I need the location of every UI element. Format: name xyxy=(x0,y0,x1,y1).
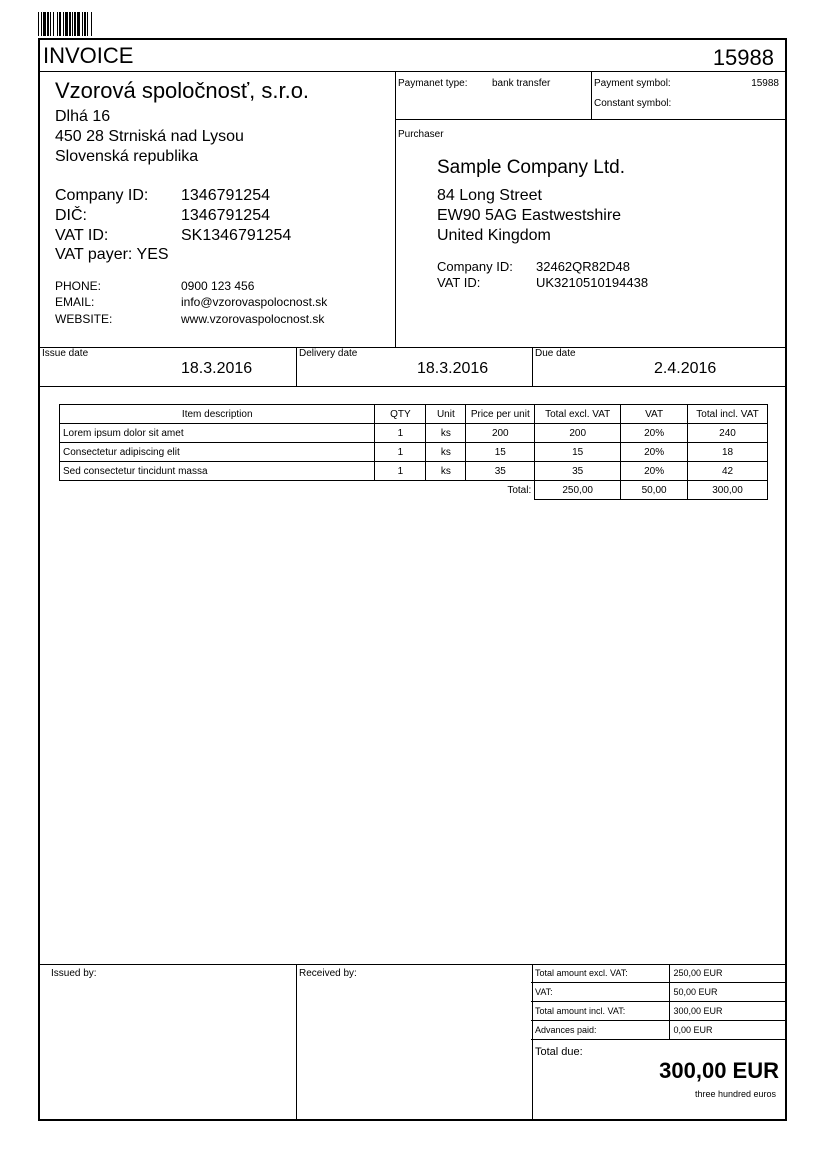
supplier-phone-label: PHONE: xyxy=(55,279,102,293)
item-price: 35 xyxy=(466,462,535,481)
item-unit: ks xyxy=(426,424,466,443)
supplier-street: Dlhá 16 xyxy=(55,108,111,125)
items-total-incl: 300,00 xyxy=(688,481,768,500)
payment-type: bank transfer xyxy=(492,78,551,89)
purchaser-company-id: 32462QR82D48 xyxy=(536,259,630,274)
item-qty: 1 xyxy=(375,462,426,481)
supplier-phone: 0900 123 456 xyxy=(181,279,255,293)
item-qty: 1 xyxy=(375,443,426,462)
payment-type-label: Paymanet type: xyxy=(398,78,468,89)
summary-table xyxy=(531,964,787,1040)
summary-value: 250,00 EUR xyxy=(669,964,787,983)
purchaser-company-id-label: Company ID: xyxy=(437,259,513,274)
payment-symbol: 15988 xyxy=(751,78,779,89)
summary-label: Total amount excl. VAT: xyxy=(531,964,669,983)
supplier-company-id: 1346791254 xyxy=(181,187,270,204)
item-vat: 20% xyxy=(621,462,688,481)
total-due-label: Total due: xyxy=(535,1046,583,1058)
purchaser-city: EW90 5AG Eastwestshire xyxy=(437,207,622,224)
supplier-country: Slovenská republika xyxy=(55,148,199,165)
item-unit: ks xyxy=(426,462,466,481)
col-header-qty: QTY xyxy=(375,405,426,424)
item-total-excl: 15 xyxy=(535,443,621,462)
invoice-title: INVOICE xyxy=(43,43,134,68)
supplier-vat-id: SK1346791254 xyxy=(181,227,292,244)
item-qty: 1 xyxy=(375,424,426,443)
item-total-excl: 35 xyxy=(535,462,621,481)
total-due-amount: 300,00 EUR xyxy=(659,1058,779,1083)
summary-label: VAT: xyxy=(531,983,669,1002)
table-row xyxy=(60,462,768,481)
summary-value: 50,00 EUR xyxy=(669,983,787,1002)
item-description: Lorem ipsum dolor sit amet xyxy=(60,424,375,443)
item-description: Sed consectetur tincidunt massa xyxy=(60,462,375,481)
due-date-label: Due date xyxy=(535,348,576,359)
col-header-total-excl: Total excl. VAT xyxy=(535,405,621,424)
supplier-website-label: WEBSITE: xyxy=(55,312,113,326)
item-total-incl: 18 xyxy=(688,443,768,462)
col-header-price: Price per unit xyxy=(466,405,535,424)
purchaser-street: 84 Long Street xyxy=(437,187,542,204)
summary-label: Advances paid: xyxy=(531,1021,669,1040)
items-header-row xyxy=(60,405,768,424)
constant-symbol-label: Constant symbol: xyxy=(594,98,672,109)
table-row xyxy=(60,443,768,462)
supplier-email: info@vzorovaspolocnost.sk xyxy=(181,295,328,309)
total-due-words: three hundred euros xyxy=(694,1089,776,1099)
item-vat: 20% xyxy=(621,443,688,462)
item-vat: 20% xyxy=(621,424,688,443)
supplier-name: Vzorová spoločnosť, s.r.o. xyxy=(55,78,310,103)
item-price: 200 xyxy=(466,424,535,443)
summary-row xyxy=(531,1002,787,1021)
supplier-dic-label: DIČ: xyxy=(55,207,87,224)
supplier-vat-id-label: VAT ID: xyxy=(55,227,109,244)
delivery-date-label: Delivery date xyxy=(299,348,358,359)
purchaser-name: Sample Company Ltd. xyxy=(437,157,625,178)
col-header-unit: Unit xyxy=(426,405,466,424)
supplier-email-label: EMAIL: xyxy=(55,295,95,309)
purchaser-vat-id: UK3210510194438 xyxy=(536,275,649,290)
delivery-date: 18.3.2016 xyxy=(417,360,489,377)
invoice-number: 15988 xyxy=(712,45,774,70)
col-header-description: Item description xyxy=(60,405,375,424)
items-table xyxy=(59,404,768,500)
summary-row xyxy=(531,964,787,983)
summary-row xyxy=(531,983,787,1002)
payment-symbol-label: Payment symbol: xyxy=(594,78,671,89)
col-header-total-incl: Total incl. VAT xyxy=(688,405,768,424)
summary-label: Total amount incl. VAT: xyxy=(531,1002,669,1021)
table-row xyxy=(60,424,768,443)
summary-row xyxy=(531,1021,787,1040)
item-unit: ks xyxy=(426,443,466,462)
summary-value: 300,00 EUR xyxy=(669,1002,787,1021)
col-header-vat: VAT xyxy=(621,405,688,424)
summary-value: 0,00 EUR xyxy=(669,1021,787,1040)
item-description: Consectetur adipiscing elit xyxy=(60,443,375,462)
issue-date-label: Issue date xyxy=(42,348,89,359)
item-total-excl: 200 xyxy=(535,424,621,443)
issue-date: 18.3.2016 xyxy=(181,360,253,377)
items-total-row xyxy=(60,481,768,500)
items-total-vat: 50,00 xyxy=(621,481,688,500)
supplier-vat-payer: VAT payer: YES xyxy=(55,246,169,263)
items-total-label: Total: xyxy=(60,481,535,500)
items-total-excl: 250,00 xyxy=(535,481,621,500)
purchaser-vat-id-label: VAT ID: xyxy=(437,275,481,290)
purchaser-country: United Kingdom xyxy=(437,227,551,244)
supplier-company-id-label: Company ID: xyxy=(55,187,149,204)
item-total-incl: 240 xyxy=(688,424,768,443)
invoice-frame xyxy=(38,38,787,1121)
due-date: 2.4.2016 xyxy=(654,360,717,377)
received-by-label: Received by: xyxy=(299,968,357,979)
issued-by-label: Issued by: xyxy=(51,968,97,979)
purchaser-label: Purchaser xyxy=(398,129,444,140)
supplier-website: www.vzorovaspolocnost.sk xyxy=(181,312,325,326)
supplier-dic: 1346791254 xyxy=(181,207,270,224)
item-total-incl: 42 xyxy=(688,462,768,481)
supplier-city: 450 28 Strniská nad Lysou xyxy=(55,128,244,145)
item-price: 15 xyxy=(466,443,535,462)
barcode-image xyxy=(38,12,134,36)
